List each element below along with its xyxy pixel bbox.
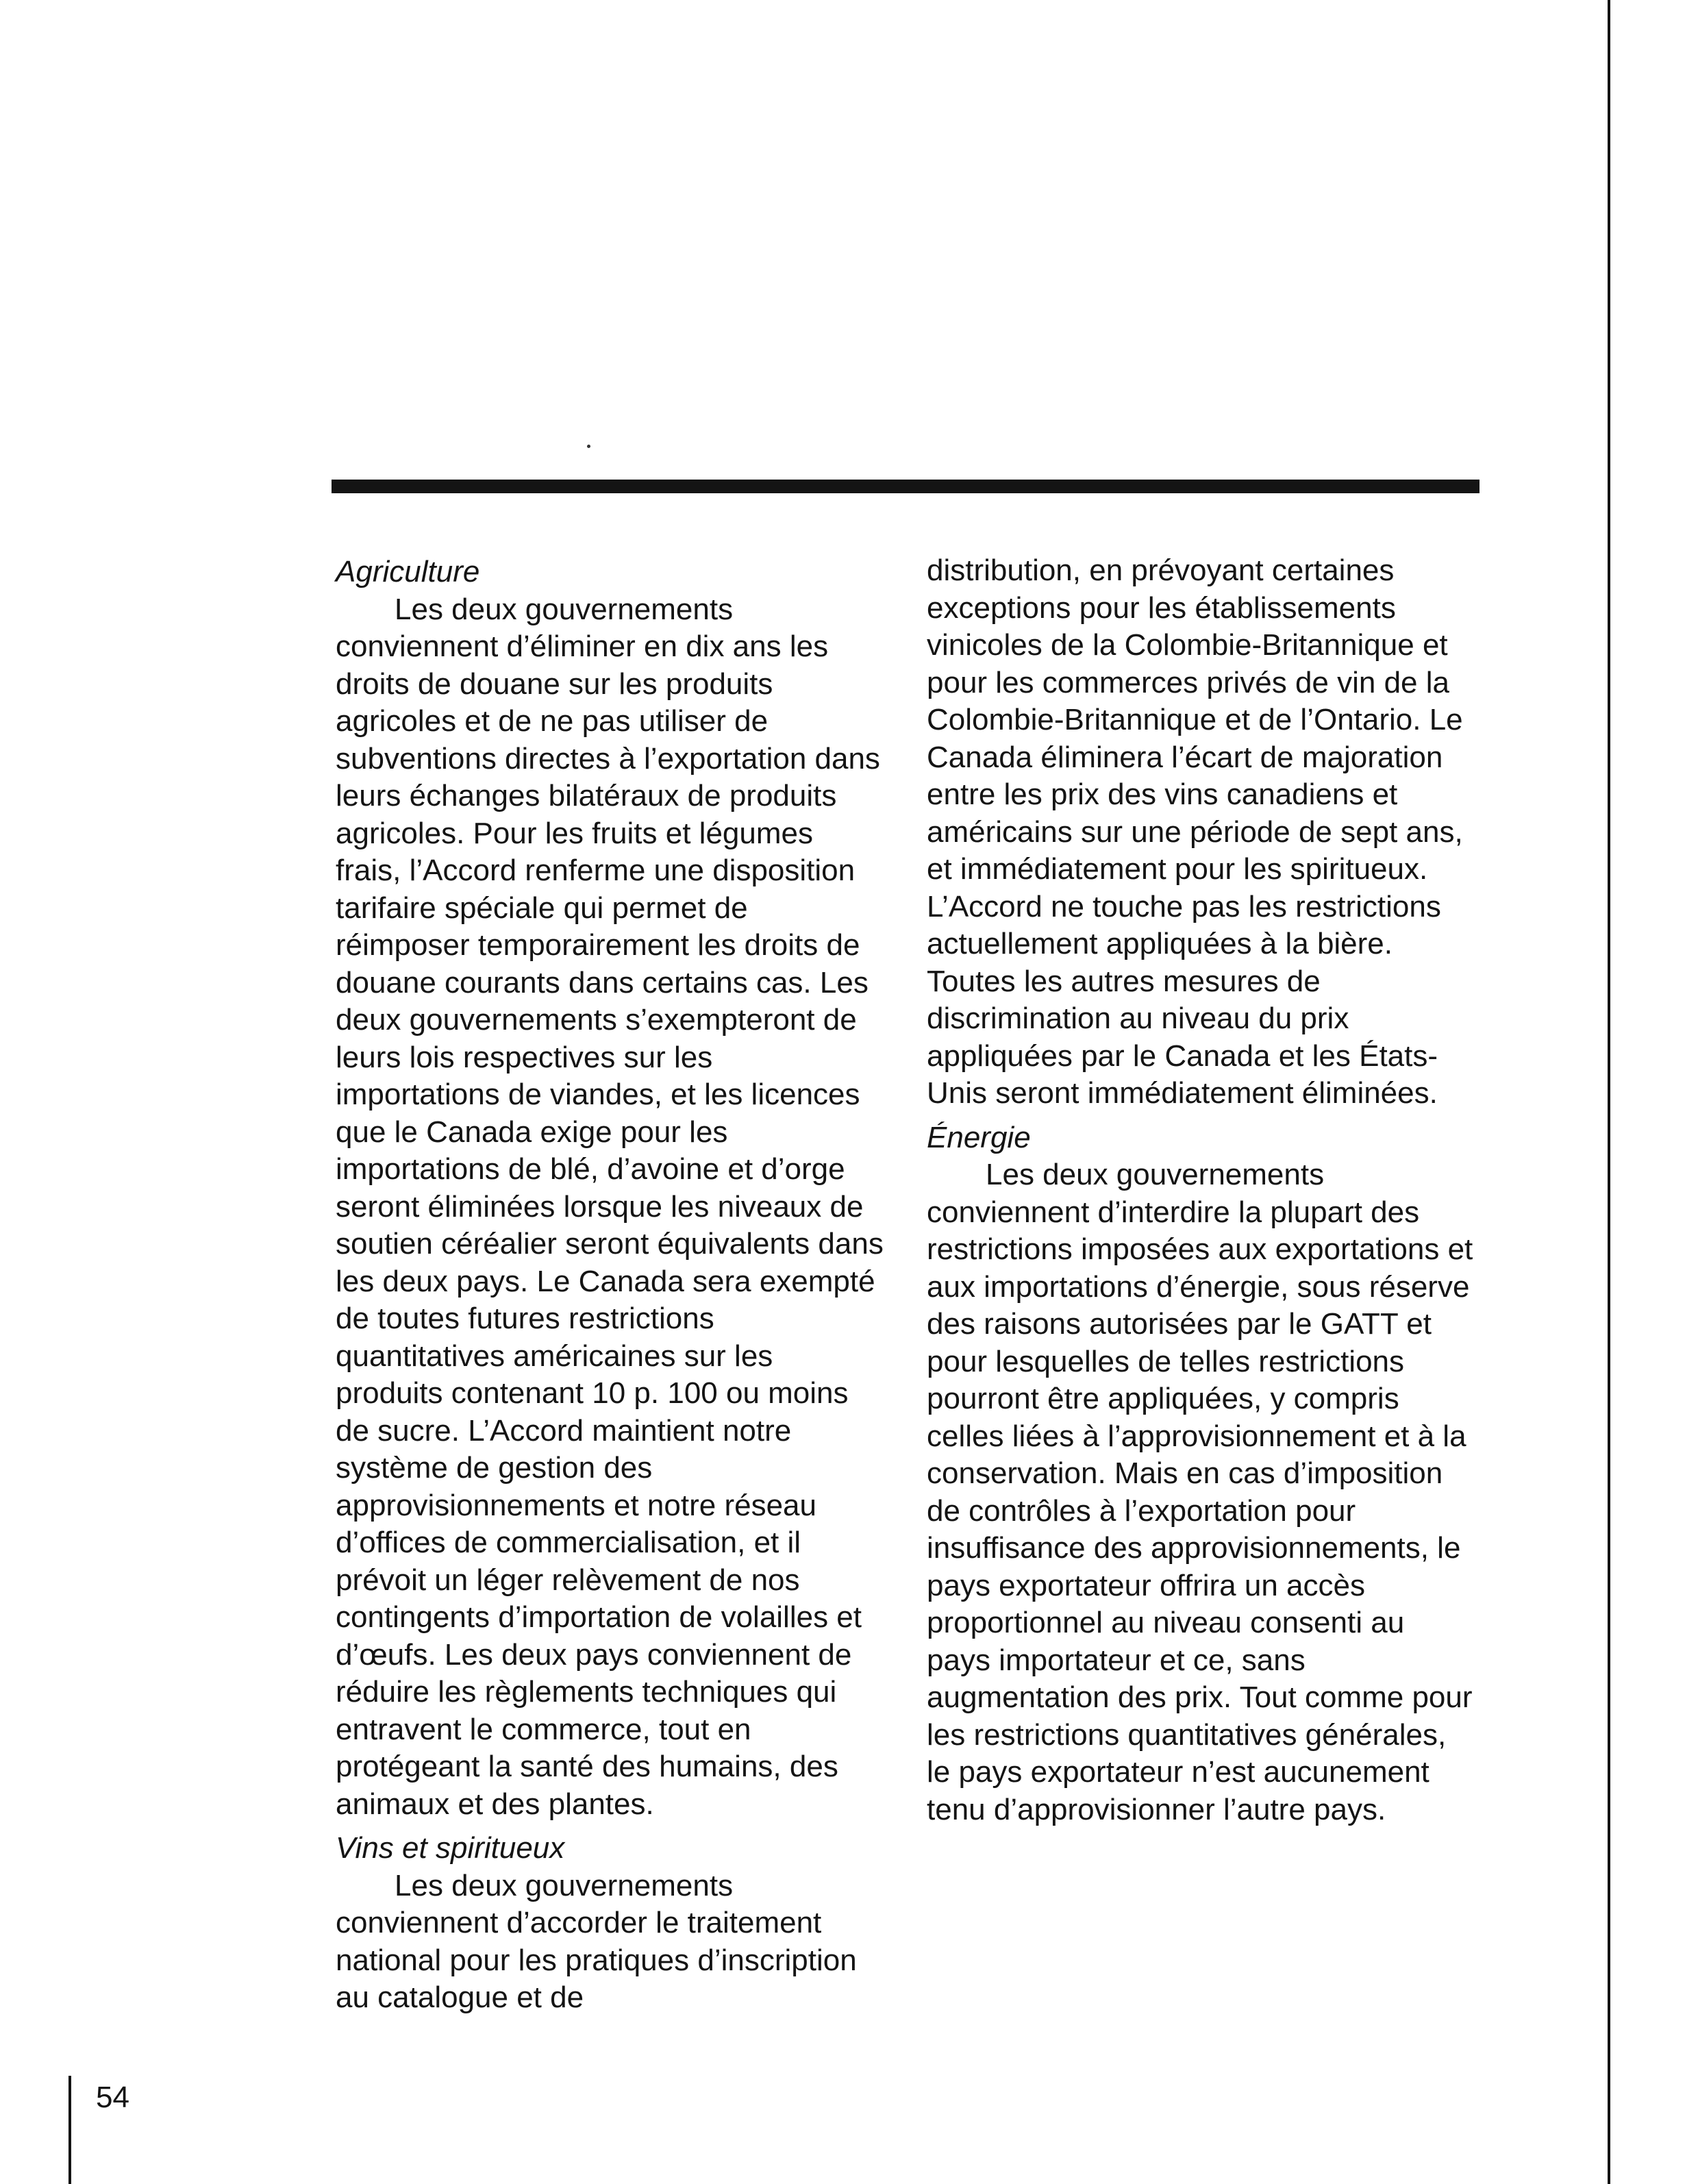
section-heading-agriculture: Agriculture [336, 555, 480, 588]
right-column [927, 552, 1475, 1835]
top-rule [332, 480, 1479, 493]
paragraph-vins-part1: Les deux gouvernements conviennent d’accorder le traitement national pour les pratiques d’inscription au catalogue et de [336, 1868, 857, 2014]
page-number: 54 [96, 2081, 129, 2114]
paragraph-energie: Les deux gouvernements conviennent d’interdire la plupart des restrictions imposées aux exportations et aux importations d’énergie, sous réserve des raisons autorisées par le GATT et pour lesquelles de telles restrictions pourront être appliquées, y compris celles liées à l’approvisionnement et à la conservation. Mais en cas d’imposition de contrôles à l’exportation pour insuffisance des approvisionnements, le pays exportateur offrira un accès proportionnel au niveau consenti au pays importateur et ce, sans augmentation des prix. Tout comme pour les restrictions quantitatives générales, le pays exportateur n’est aucunement tenu d’approvisionner l’autre pays. [927, 1158, 1473, 1826]
section-heading-energie: Énergie [927, 1120, 1031, 1154]
scan-speck [587, 445, 590, 448]
page-edge-line [1608, 0, 1610, 2184]
left-column [336, 554, 884, 2024]
section-heading-vins: Vins et spiritueux [336, 1831, 565, 1865]
paragraph-vins-part2: distribution, en prévoyant certaines exceptions pour les établissements vinicoles de la Colombie-Britannique et pour les commerces privés de vin de la Colombie-Britannique et de l’Ontario. Le Canada éliminera l’écart de majoration entre les prix des vins canadiens et américains sur une période de sept ans, et immédiatement pour les spiritueux. L’Accord ne touche pas les restrictions actuellement appliquées à la bière. Toutes les autres mesures de discrimination au niveau du prix appliquées par le Canada et les États-Unis seront immédiatement éliminées. [927, 554, 1463, 1110]
margin-bar [68, 2076, 71, 2184]
paragraph-agriculture: Les deux gouvernements conviennent d’éliminer en dix ans les droits de douane sur les produits agricoles et de ne pas utiliser de subventions directes à l’exportation dans leurs échanges bilatéraux de produits agricoles. Pour les fruits et légumes frais, l’Accord renferme une disposition tarifaire spéciale qui permet de réimposer temporairement les droits de douane courants dans certains cas. Les deux gouvernements s’exempteront de leurs lois respectives sur les importations de viandes, et les licences que le Canada exige pour les importations de blé, d’avoine et d’orge seront éliminées lorsque les niveaux de soutien céréalier seront équivalents dans les deux pays. Le Canada sera exempté de toutes futures restrictions quantitatives américaines sur les produits contenant 10 p. 100 ou moins de sucre. L’Accord maintient notre système de gestion des approvisionnements et notre réseau d’offices de commercialisation, et il prévoit un léger relèvement de nos contingents d’importation de volailles et d’œufs. Les deux pays conviennent de réduire les règlements techniques qui entravent le commerce, tout en protégeant la santé des humains, des animaux et des plantes. [336, 592, 884, 1821]
